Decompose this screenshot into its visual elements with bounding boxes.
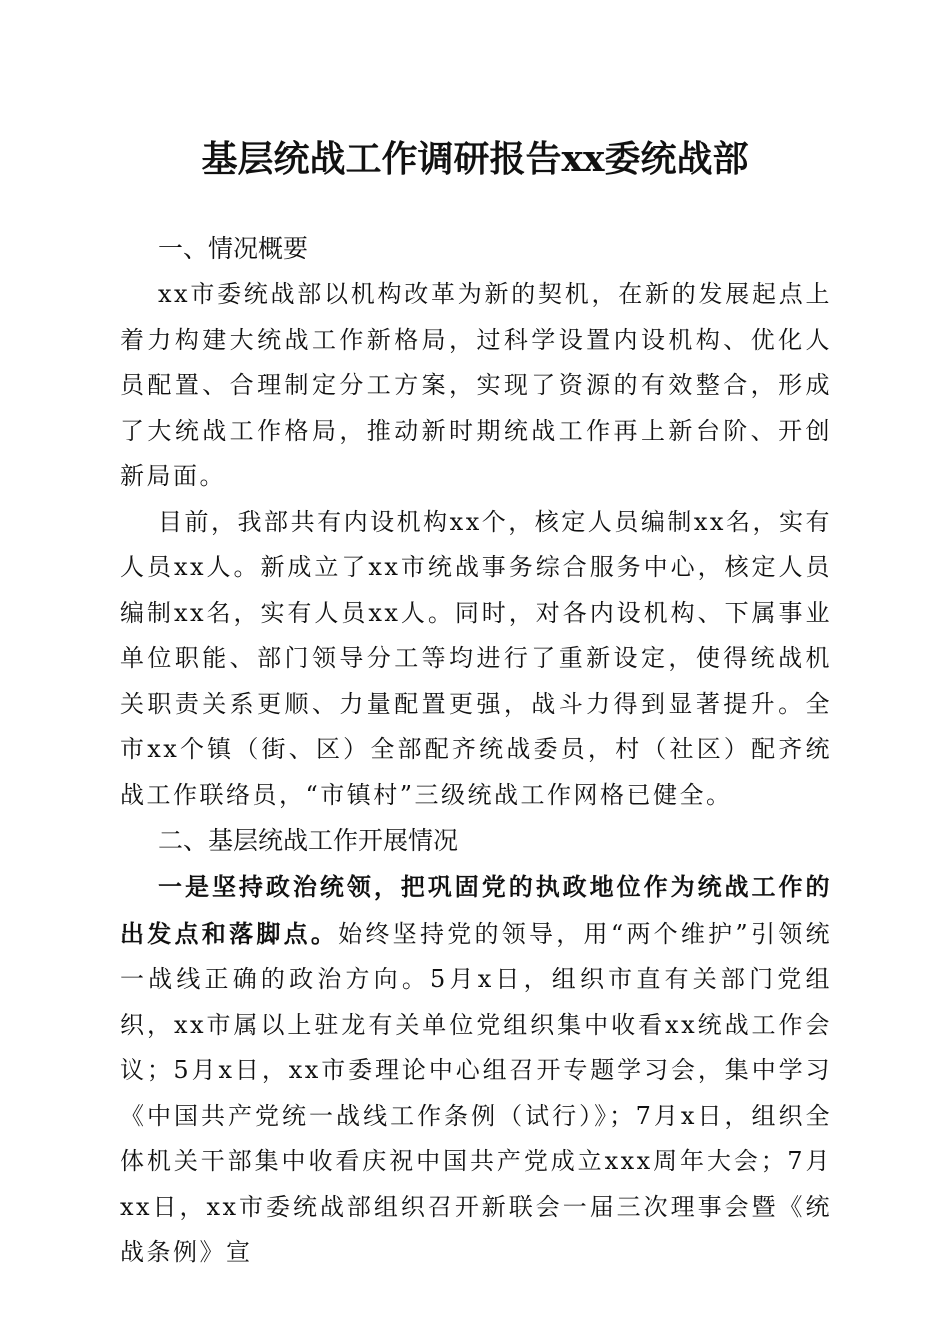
section-heading-overview: 一、情况概要 <box>158 234 309 263</box>
section-heading-work-status: 二、基层统战工作开展情况 <box>158 826 459 855</box>
paragraph <box>120 864 832 1276</box>
paragraph: xx市委统战部以机构改革为新的契机，在新的发展起点上着力构建大统战工作新格局，过科学设置内设机构、优化人员配置、合理制定分工方案，实现了资源的有效整合，形成了大统战工作格局，推动新时期统战工作再上新台阶、开创新局面。 <box>120 280 832 490</box>
paragraph-body: 始终坚持党的领导，用“两个维护”引领统一战线正确的政治方向。5月x日，组织市直有关部门党组织，xx市属以上驻龙有关单位党组织集中收看xx统战工作会议；5月x日，xx市委理论中心组召开专题学习会，集中学习《中国共产党统一战线工作条例（试行）》；7月x日，组织全体机关干部集中收看庆祝中国共产党成立xxx周年大会；7月xx日，xx市委统战部组织召开新联会一届三次理事会暨《统战条例》宣 <box>120 919 832 1266</box>
paragraph: 目前，我部共有内设机构xx个，核定人员编制xx名，实有人员xx人。新成立了xx市统战事务综合服务中心，核定人员编制xx名，实有人员xx人。同时，对各内设机构、下属事业单位职能、部门领导分工等均进行了重新设定，使得统战机关职责关系更顺、力量配置更强，战斗力得到显著提升。全市xx个镇（街、区）全部配齐统战委员，村（社区）配齐统战工作联络员，“市镇村”三级统战工作网格已健全。 <box>120 507 832 809</box>
document-body <box>120 226 832 1276</box>
paragraph-lead: 一是坚持政治统领，把巩固党的执政地位作为统战工作的出发点和落脚点。 <box>120 872 832 948</box>
document-title: 基层统战工作调研报告xx委统战部 <box>201 138 749 180</box>
